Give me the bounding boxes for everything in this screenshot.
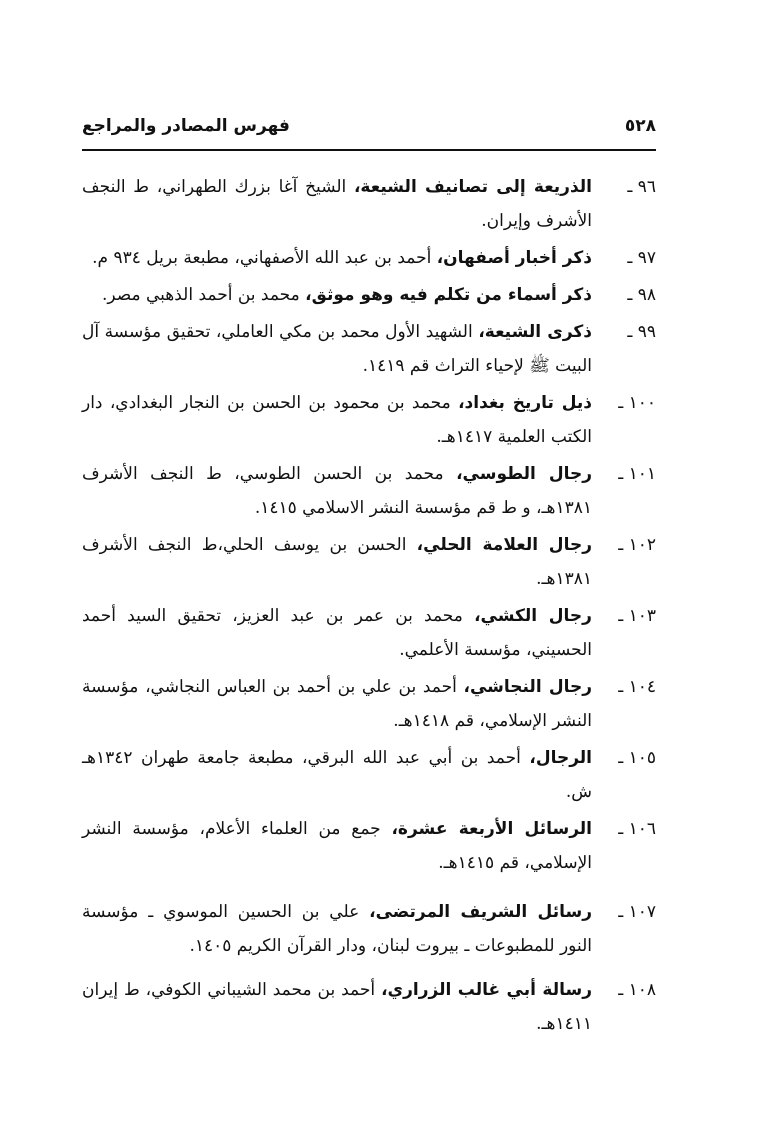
entry-title: رجال النجاشي، <box>463 677 592 697</box>
list-item <box>82 741 656 809</box>
entry-details: علي بن الحسين الموسوي ـ مؤسسة النور للمطبوعات ـ بيروت لبنان، ودار القرآن الكريم ١٤٠٥. <box>82 902 592 956</box>
entry-details: الشهيد الأول محمد بن مكي العاملي، تحقيق مؤسسة آل البيت ﷺ لإحياء التراث قم ١٤١٩. <box>82 322 592 376</box>
entry-details: جمع من العلماء الأعلام، مؤسسة النشر الإسلامي، قم ١٤١٥هـ. <box>82 819 592 873</box>
list-item <box>82 315 656 383</box>
list-item <box>82 973 656 1041</box>
list-item <box>82 386 656 454</box>
entry-details: أحمد بن محمد الشيباني الكوفي، ط إيران ١٤١١هـ. <box>82 980 592 1034</box>
entry-details: محمد بن عمر بن عبد العزيز، تحقيق السيد أحمد الحسيني، مؤسسة الأعلمي. <box>82 606 592 660</box>
entry-number: ١٠١ ـ <box>618 464 656 484</box>
entry-title: الذريعة إلى تصانيف الشيعة، <box>353 177 592 197</box>
list-item <box>82 895 656 963</box>
list-item <box>82 599 656 667</box>
entry-details: محمد بن الحسن الطوسي، ط النجف الأشرف ١٣٨١هـ، و ط قم مؤسسة النشر الاسلامي ١٤١٥. <box>82 464 592 518</box>
entry-details: أحمد بن عبد الله الأصفهاني، مطبعة بريل ٩٣٤ م. <box>92 248 437 268</box>
entry-title: رجال الكشي، <box>474 606 592 626</box>
list-item <box>82 457 656 525</box>
entry-number: ١٠٤ ـ <box>618 677 656 697</box>
list-item <box>82 241 656 275</box>
running-title: فهرس المصادر والمراجع <box>82 116 290 136</box>
entry-number: ١٠٣ ـ <box>618 606 656 626</box>
entry-number: ١٠٢ ـ <box>618 535 656 555</box>
entry-number: ١٠٨ ـ <box>618 980 656 1000</box>
entry-number: ٩٦ ـ <box>627 177 656 197</box>
page-number: ٥٢٨ <box>624 116 656 136</box>
entry-number: ١٠٠ ـ <box>618 393 656 413</box>
entry-number: ١٠٦ ـ <box>618 819 656 839</box>
list-item <box>82 528 656 596</box>
entry-number: ٩٨ ـ <box>627 285 656 305</box>
entry-title: الرجال، <box>529 748 592 768</box>
entry-title: رجال الطوسي، <box>456 464 592 484</box>
list-item <box>82 670 656 738</box>
entry-details: الشيخ آغا بزرك الطهراني، ط النجف الأشرف وإيران. <box>82 177 592 231</box>
entry-number: ١٠٧ ـ <box>618 902 656 922</box>
entry-number: ١٠٥ ـ <box>618 748 656 768</box>
entry-details: أحمد بن أبي عبد الله البرقي، مطبعة جامعة طهران ١٣٤٢هـ ش. <box>82 748 592 802</box>
entry-number: ٩٧ ـ <box>627 248 656 268</box>
entry-details: أحمد بن علي بن أحمد بن العباس النجاشي، مؤسسة النشر الإسلامي، قم ١٤١٨هـ. <box>82 677 592 731</box>
entry-title: رسائل الشريف المرتضى، <box>369 902 592 922</box>
entry-details: الحسن بن يوسف الحلي،ط النجف الأشرف ١٣٨١هـ. <box>82 535 592 589</box>
page-header <box>82 100 656 136</box>
entry-title: ذكر أسماء من تكلم فيه وهو موثق، <box>305 285 592 305</box>
entry-details: محمد بن محمود بن الحسن بن النجار البغدادي، دار الكتب العلمية ١٤١٧هـ. <box>82 393 592 447</box>
entry-number: ٩٩ ـ <box>627 322 656 342</box>
entry-title: ذكرى الشيعة، <box>478 322 593 342</box>
entry-title: ذيل تاريخ بغداد، <box>458 393 592 413</box>
header-rule <box>82 149 656 151</box>
list-item <box>82 812 656 880</box>
bibliography-list <box>82 170 656 1041</box>
entry-title: رجال العلامة الحلي، <box>416 535 592 555</box>
list-item <box>82 278 656 312</box>
entry-details: محمد بن أحمد الذهبي مصر. <box>101 285 306 305</box>
entry-title: الرسائل الأربعة عشرة، <box>391 819 592 839</box>
list-item <box>82 170 656 238</box>
entry-title: رسالة أبي غالب الزراري، <box>381 980 592 1000</box>
entry-title: ذكر أخبار أصفهان، <box>436 248 592 268</box>
